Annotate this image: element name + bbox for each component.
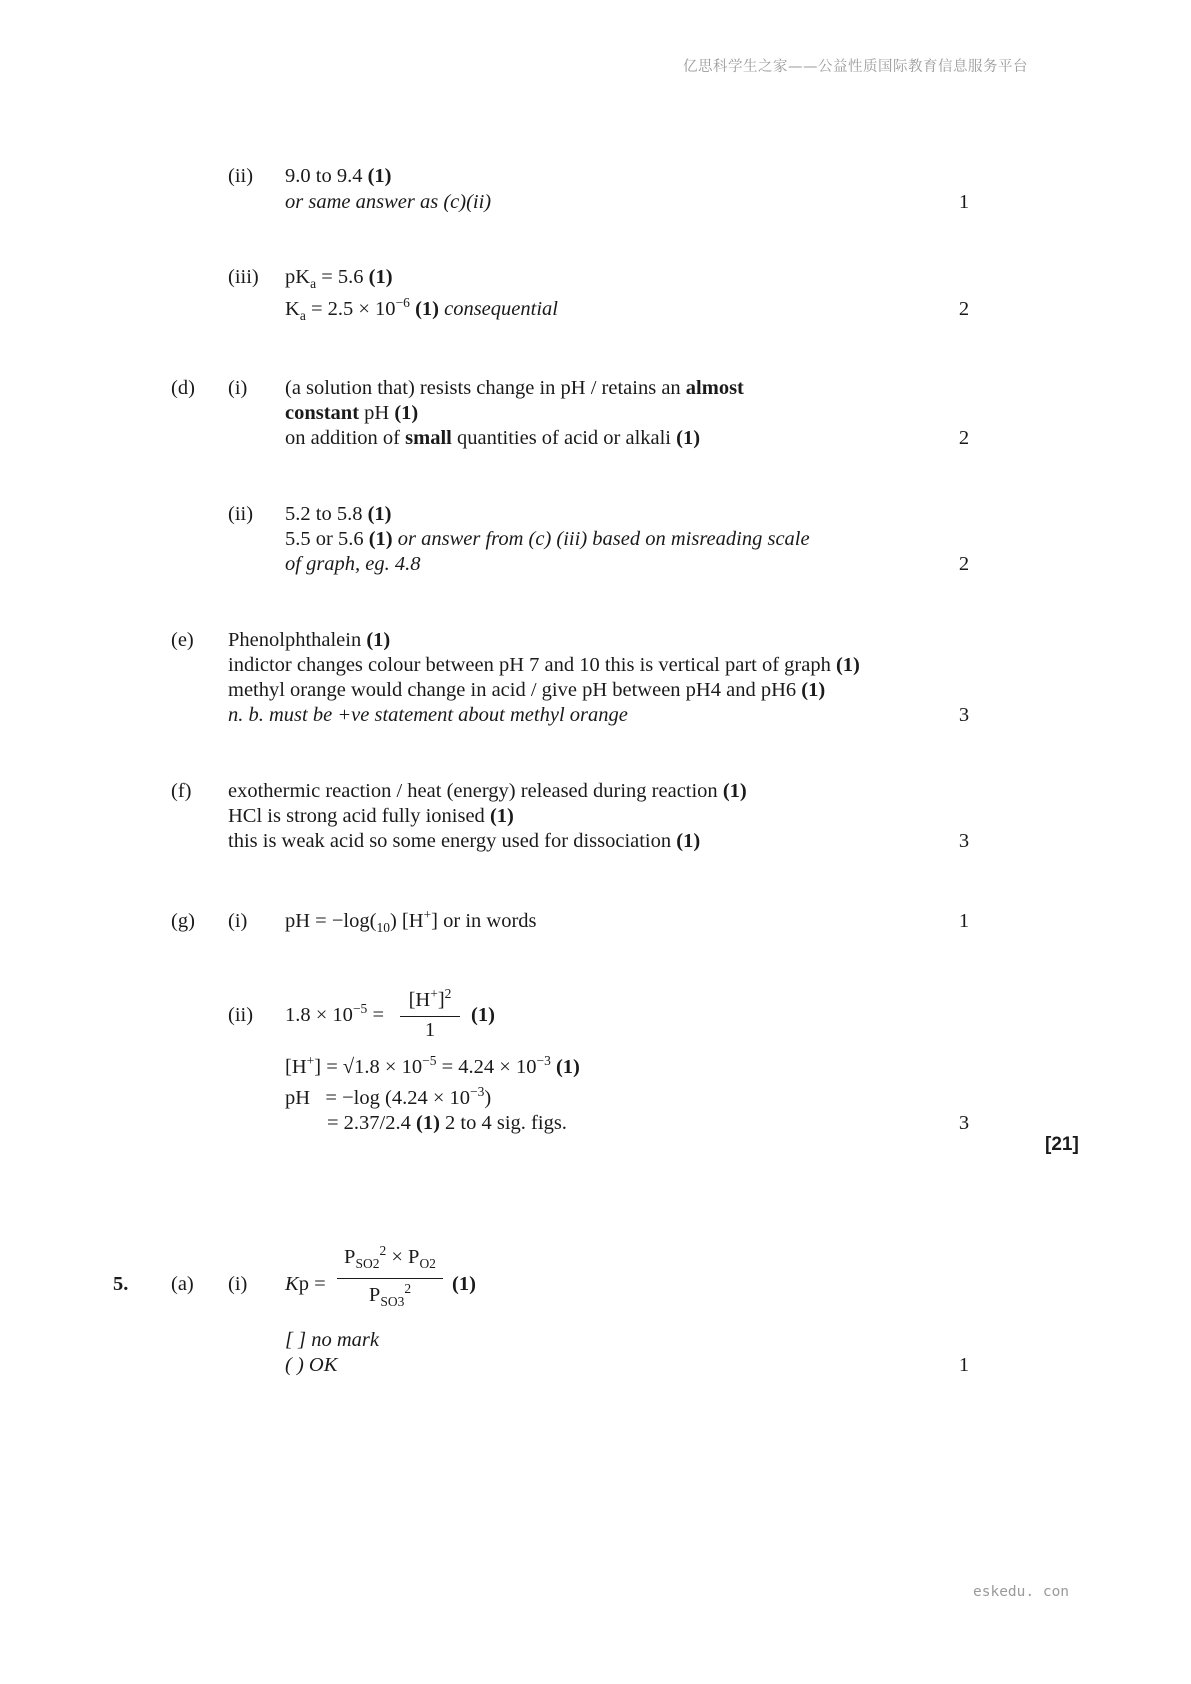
part-label: (d) — [171, 377, 195, 399]
mark-column: 1 — [958, 191, 970, 213]
mark-award: (1) — [801, 679, 826, 701]
mark-award: (1) — [368, 528, 393, 550]
answer-line: on addition of small quantities of acid or alkali (1) — [285, 427, 701, 449]
sub-label: (i) — [228, 1273, 248, 1295]
answer-note: ( ) OK — [285, 1354, 338, 1376]
fraction-numerator: $P_{SO2}^2 \times P_{O2}$ — [344, 1243, 436, 1272]
answer-line: this is weak acid so some energy used for dissociation (1) — [228, 830, 701, 852]
answer-note: of graph, eg. 4.8 — [285, 553, 421, 575]
mark-award: (1) — [835, 654, 860, 676]
kp-label: Kp = — [285, 1273, 326, 1295]
sub-label: (i) — [228, 910, 248, 932]
answer-line: Phenolphthalein (1) — [228, 629, 391, 651]
mark-award: (1) — [471, 1004, 495, 1026]
mark-column: 3 — [958, 704, 970, 726]
mark-award: (1) — [415, 298, 439, 320]
sub-label: (i) — [228, 377, 248, 399]
mark-award: (1) — [676, 830, 701, 852]
answer-line: constant pH (1) — [285, 402, 419, 424]
mark-award: (1) — [416, 1112, 440, 1134]
question-number: 5. — [113, 1273, 129, 1295]
mark-award: (1) — [394, 402, 419, 424]
mark-award: (1) — [489, 805, 514, 827]
sub-label: (ii) — [228, 1004, 254, 1026]
part-label: (g) — [171, 910, 195, 932]
answer-note: [ ] no mark — [285, 1329, 379, 1351]
answer-line: methyl orange would change in acid / give pH between pH4 and pH6 (1) — [228, 679, 826, 701]
sub-label: (ii) — [228, 503, 254, 525]
answer-line: indictor changes colour between pH 7 and 10 this is vertical part of graph (1) — [228, 654, 860, 676]
mark-award: (1) — [676, 427, 701, 449]
page-footer: eskedu. con — [973, 1584, 1070, 1600]
fraction-denominator: 1 — [424, 1019, 436, 1041]
answer-line: exothermic reaction / heat (energy) released during reaction (1) — [228, 780, 747, 802]
answer-line: 5.5 or 5.6 (1) or answer from (c) (iii) based on misreading scale — [285, 528, 810, 550]
question-total: [21] — [1045, 1134, 1079, 1155]
page-header: 亿思科学生之家——公益性质国际教育信息服务平台 — [683, 59, 1028, 75]
mark-award: (1) — [722, 780, 747, 802]
answer-line: HCl is strong acid fully ionised (1) — [228, 805, 514, 827]
answer-line: pH = −log $(4.24 \times 10^{-3})$ — [285, 1084, 492, 1109]
answer-line: (a solution that) resists change in pH / retains an almost — [285, 377, 744, 399]
mark-award: (1) — [367, 165, 392, 187]
mark-column: 2 — [958, 427, 970, 449]
fraction-h-squared-over-1 — [398, 988, 462, 1043]
part-label: (f) — [171, 780, 192, 802]
kp-fraction — [335, 1245, 445, 1313]
answer-line: $[H^+] = √1.8 \times 10^{-5} = 4.24 \times 10^{-3}$ (1) — [285, 1053, 580, 1078]
mark-award: (1) — [366, 629, 391, 651]
mark-column: 1 — [958, 910, 970, 932]
fraction-denominator: $P_{SO3}^2$ — [368, 1281, 412, 1310]
fraction-numerator: $[H^+]^2$ — [408, 986, 452, 1011]
answer-line: 9.0 to 9.4 (1) — [285, 165, 392, 187]
answer-line: pH = $-\log(_{10})$ [H+] or in words — [285, 907, 537, 936]
part-label: (a) — [171, 1273, 194, 1295]
mark-award: (1) — [452, 1273, 476, 1295]
answer-line: = 2.37/2.4 (1) 2 to 4 sig. figs. — [327, 1112, 567, 1134]
mark-column: 2 — [958, 553, 970, 575]
mark-award: (1) — [555, 1056, 580, 1078]
answer-line — [452, 1272, 476, 1297]
answer-line: $K_a = 2.5 \times 10^{-6}$ (1) consequential — [285, 295, 558, 324]
mark-column: 3 — [958, 1112, 970, 1134]
mark-column: 3 — [958, 830, 970, 852]
answer-line: $pK_a = 5.6$ (1) — [285, 266, 393, 292]
answer-line — [471, 1003, 495, 1028]
mark-column: 1 — [958, 1354, 970, 1376]
answer-line: 5.2 to 5.8 (1) — [285, 503, 392, 525]
mark-column: 2 — [958, 298, 970, 320]
sub-label: (iii) — [228, 266, 259, 288]
mark-award: (1) — [368, 266, 393, 288]
fraction-bar — [337, 1278, 443, 1279]
answer-line: $1.8 \times 10^{-5}$ = — [285, 1001, 384, 1026]
answer-note: n. b. must be +ve statement about methyl orange — [228, 704, 628, 726]
sub-label: (ii) — [228, 165, 254, 187]
mark-award: (1) — [367, 503, 392, 525]
part-label: (e) — [171, 629, 194, 651]
answer-note: or same answer as (c)(ii) — [285, 191, 492, 213]
